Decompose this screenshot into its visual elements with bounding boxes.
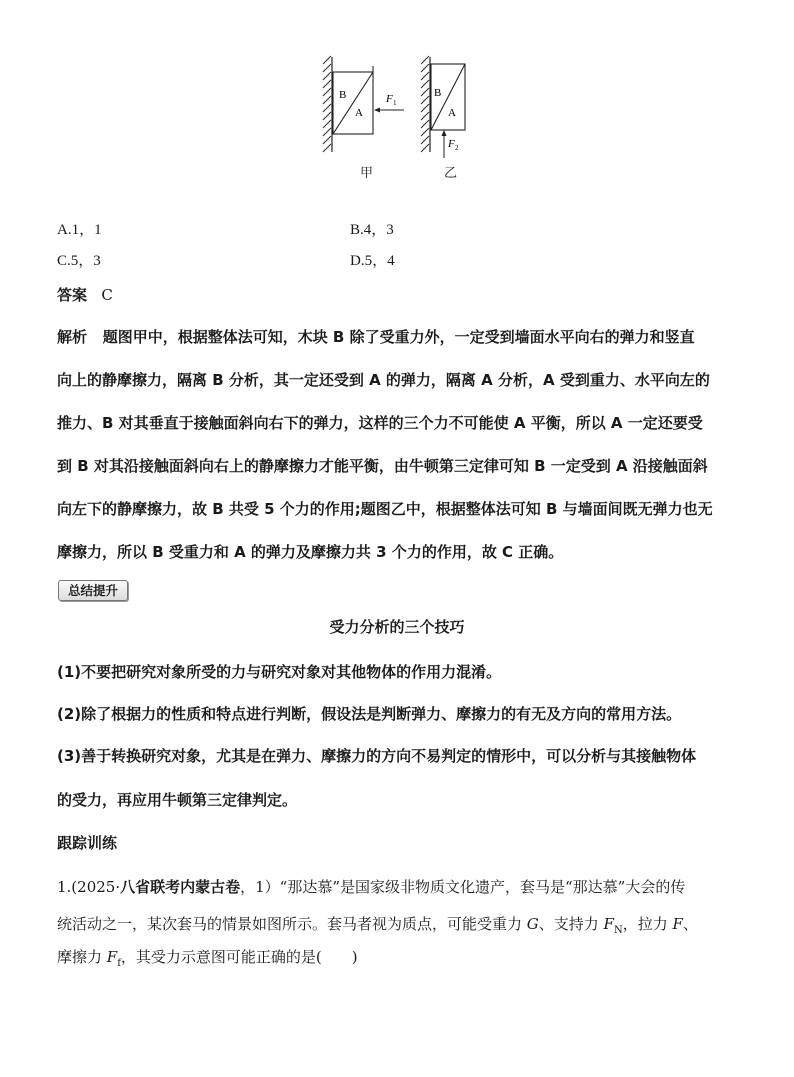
- analysis-line-6: 摩擦力，所以 B 受重力和 A 的弹力及摩擦力共 3 个力的作用，故 C 正确。: [57, 543, 564, 561]
- q1-line2-b: 、支持力: [538, 915, 604, 933]
- practice-heading: 跟踪训练: [57, 834, 118, 852]
- q1-normal-force-symbol: F: [603, 915, 614, 933]
- right-label-a: A: [448, 107, 456, 119]
- f1-subscript: 1: [393, 99, 397, 107]
- option-d: D.5，4: [350, 253, 395, 269]
- left-caption: 甲: [360, 166, 374, 181]
- answer-value: C: [101, 286, 113, 304]
- force-diagram-svg: [310, 52, 490, 182]
- q1-pull-force-symbol: F: [672, 915, 683, 933]
- analysis-line-2: 向上的静摩擦力，隔离 B 分析，其一定还受到 A 的弹力，隔离 A 分析，A 受到重力、水平向左的: [57, 371, 710, 389]
- q1-friction-symbol: F: [106, 948, 118, 966]
- f2-label: F: [448, 138, 455, 150]
- summary-item-2: (2)除了根据力的性质和特点进行判断，假设法是判断弹力、摩擦力的有无及方向的常用方法。: [57, 705, 682, 723]
- summary-badge: 总结提升: [58, 580, 128, 601]
- question-1-line-1: [57, 876, 685, 897]
- option-a: A.1，1: [57, 222, 102, 238]
- option-b: B.4，3: [350, 222, 394, 238]
- q1-line2-d: 、: [682, 915, 698, 933]
- force-diagram: [310, 52, 490, 182]
- option-c: C.5，3: [57, 253, 101, 269]
- right-wall: [421, 56, 430, 152]
- summary-title: 受力分析的三个技巧: [329, 618, 465, 636]
- answer-row: [57, 284, 113, 305]
- q1-line2-c: ，拉力: [622, 915, 673, 933]
- analysis-label: 解析: [57, 328, 88, 346]
- question-1-line-2: [57, 913, 698, 936]
- answer-label: 答案: [57, 286, 88, 304]
- f2-arrow: [442, 130, 447, 158]
- q1-line3-b: ，其受力示意图可能正确的是( ): [120, 948, 358, 966]
- q1-gravity-symbol: G: [526, 915, 539, 933]
- f1-label: F: [386, 93, 393, 105]
- q1-line3-a: 摩擦力: [57, 948, 107, 966]
- analysis-line-5: 向左下的静摩擦力，故 B 共受 5 个力的作用;题图乙中，根据整体法可知 B 与墙面间既无弹力也无: [57, 500, 713, 518]
- left-label-b: B: [339, 89, 347, 101]
- analysis-line-3: 推力、B 对其垂直于接触面斜向右下的弹力，这样的三个力不可能使 A 平衡，所以 A 一定还要受: [57, 414, 703, 432]
- left-label-a: A: [355, 107, 363, 119]
- analysis-text-1: 题图甲中，根据整体法可知，木块 B 除了受重力外，一定受到墙面水平向右的弹力和竖直: [102, 328, 695, 346]
- summary-item-1: (1)不要把研究对象所受的力与研究对象对其他物体的作用力混淆。: [57, 663, 502, 681]
- f1-arrow: [374, 108, 404, 113]
- analysis-line-1: [57, 326, 695, 347]
- left-wall: [323, 56, 332, 152]
- q1-line1-rest: ，1）“那达慕”是国家级非物质文化遗产，套马是“那达慕”大会的传: [240, 878, 686, 896]
- q1-source: 八省联考内蒙古卷: [120, 878, 241, 896]
- q1-prefix: 1.(2025·: [57, 878, 121, 896]
- question-1-line-3: [57, 946, 358, 969]
- right-label-b: B: [434, 87, 442, 99]
- summary-item-4: 的受力，再应用牛顿第三定律判定。: [57, 791, 298, 809]
- right-caption: 乙: [444, 166, 458, 181]
- f2-subscript: 2: [455, 144, 459, 152]
- q1-friction-sub: f: [117, 958, 121, 969]
- analysis-line-4: 到 B 对其沿接触面斜向右上的静摩擦力才能平衡，由牛顿第三定律可知 B 一定受到 A 沿接触面斜: [57, 457, 708, 475]
- q1-normal-force-sub: N: [613, 925, 623, 936]
- q1-line2-a: 统活动之一，某次套马的情景如图所示。套马者视为质点，可能受重力: [57, 915, 527, 933]
- summary-item-3: (3)善于转换研究对象，尤其是在弹力、摩擦力的方向不易判定的情形中，可以分析与其接触物体: [57, 747, 697, 765]
